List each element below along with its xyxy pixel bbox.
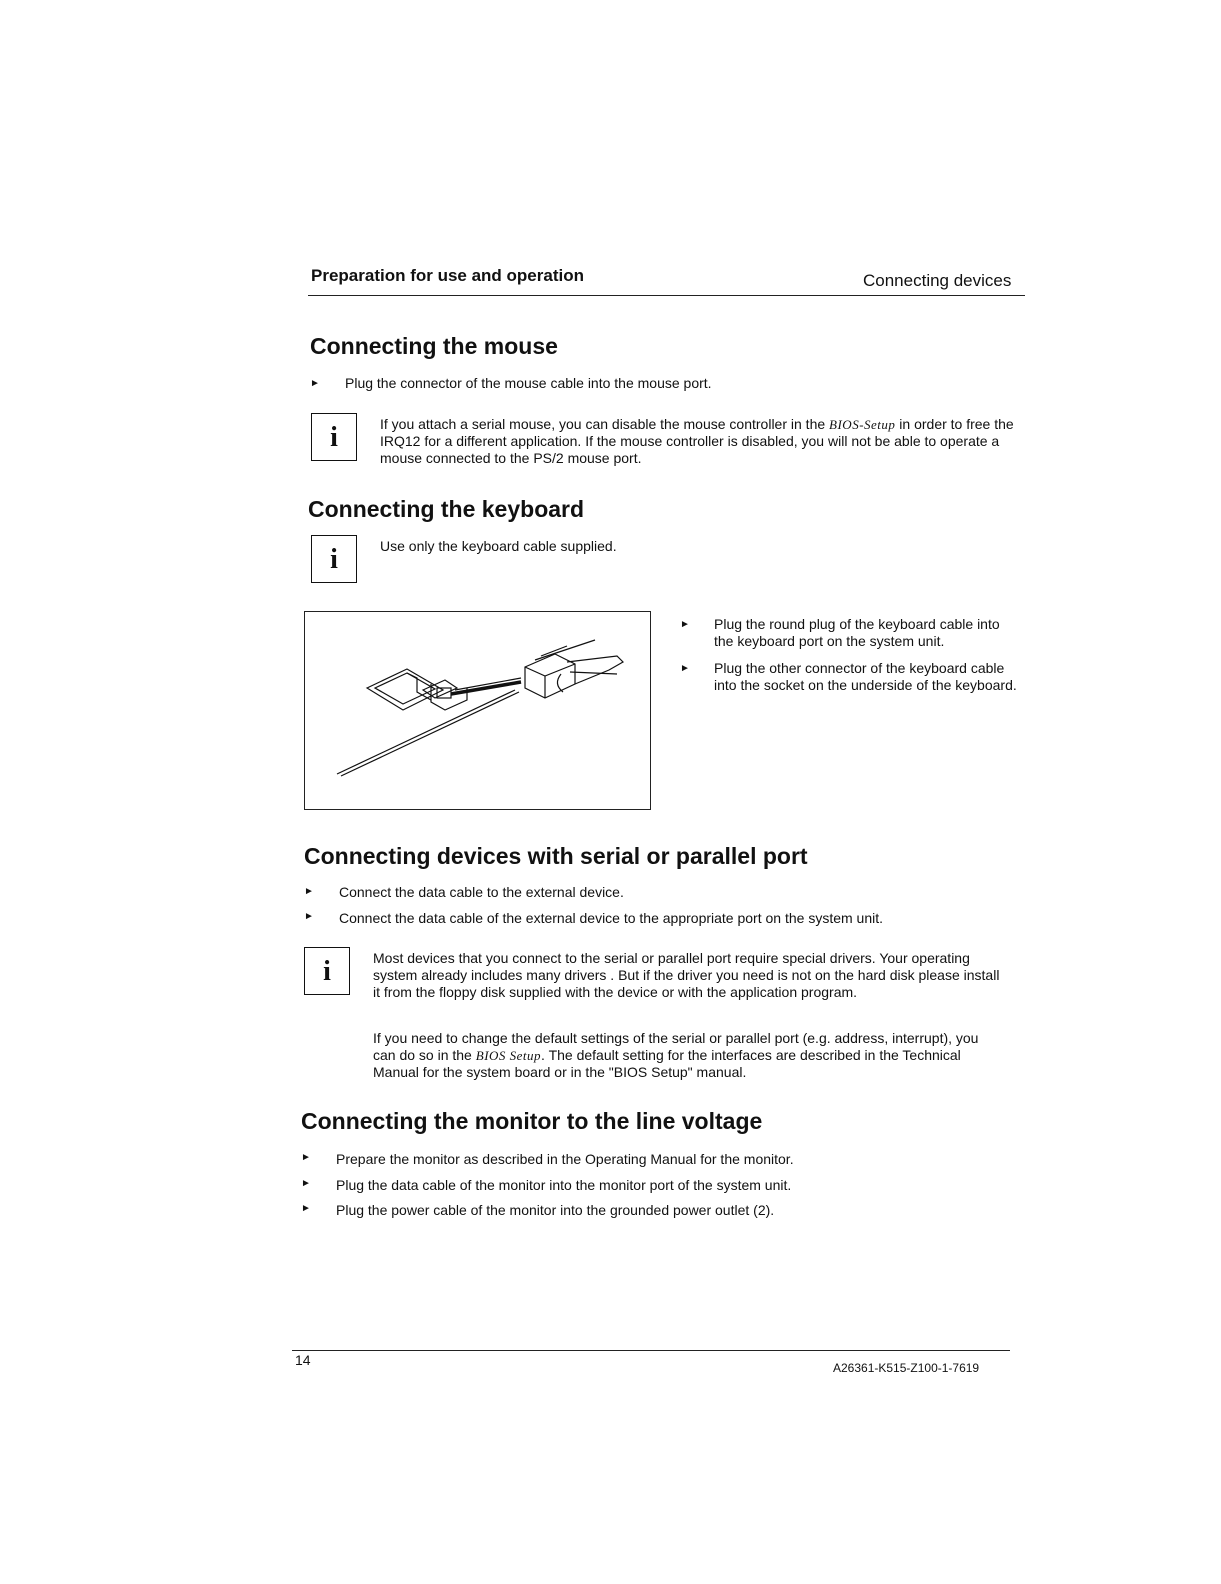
info-icon: i — [311, 535, 357, 583]
footer-rule — [292, 1350, 1010, 1351]
bullet-arrow-icon: ► — [680, 663, 690, 674]
info-icon: i — [311, 413, 357, 461]
heading-monitor-voltage: Connecting the monitor to the line voltage — [301, 1108, 763, 1134]
keyboard-plug-drawing — [305, 612, 652, 811]
bullet-arrow-icon: ► — [304, 886, 314, 897]
serial-step-2: Connect the data cable of the external device to the appropriate port on the system unit. — [339, 910, 884, 926]
header-rule — [308, 295, 1025, 296]
keyboard-note: Use only the keyboard cable supplied. — [380, 538, 617, 554]
bios-setup-term: BIOS Setup — [475, 1048, 542, 1063]
info-icon: i — [304, 947, 350, 995]
monitor-step-1: Prepare the monitor as described in the Operating Manual for the monitor. — [336, 1151, 794, 1167]
heading-connecting-keyboard: Connecting the keyboard — [308, 496, 585, 522]
serial-note-settings: If you need to change the default settings of the serial or parallel port (e.g. address, interrupt), you can do so in the BIOS Setup. The default setting for the interfaces are described in the Technical Manual for the system board or in the "BIOS Setup" manual. — [373, 1030, 979, 1080]
bullet-arrow-icon: ► — [301, 1203, 311, 1214]
running-header-topic: Connecting devices — [863, 271, 1012, 290]
page-number: 14 — [295, 1352, 311, 1368]
bullet-arrow-icon: ► — [304, 911, 314, 922]
heading-serial-parallel: Connecting devices with serial or parallel port — [304, 843, 808, 869]
bios-setup-term: BIOS-Setup — [829, 417, 896, 432]
keyboard-step-1: Plug the round plug of the keyboard cable into the keyboard port on the system unit. — [714, 616, 1000, 649]
document-code: A26361-K515-Z100-1-7619 — [833, 1361, 980, 1375]
bullet-arrow-icon: ► — [301, 1178, 311, 1189]
keyboard-cable-illustration — [304, 611, 651, 810]
monitor-step-3: Plug the power cable of the monitor into the grounded power outlet (2). — [336, 1202, 775, 1218]
running-header-section: Preparation for use and operation — [311, 266, 584, 285]
bullet-arrow-icon: ► — [301, 1152, 311, 1163]
mouse-note: If you attach a serial mouse, you can disable the mouse controller in the BIOS-Setup in order to free the IRQ12 for a different application. If the mouse controller is disabled, you will not be able to operate a mouse connected to the PS/2 mouse port. — [380, 416, 1014, 466]
mouse-step-1: Plug the connector of the mouse cable into the mouse port. — [345, 375, 712, 391]
heading-connecting-mouse: Connecting the mouse — [310, 333, 558, 359]
bullet-arrow-icon: ► — [310, 378, 320, 389]
serial-note-drivers: Most devices that you connect to the serial or parallel port require special drivers. Your operating system already includes many drivers . But if the driver you need is not on the hard disk please install it from the floppy disk supplied with the device or with the application program. — [373, 950, 1000, 1000]
bullet-arrow-icon: ► — [680, 619, 690, 630]
monitor-step-2: Plug the data cable of the monitor into the monitor port of the system unit. — [336, 1177, 792, 1193]
serial-step-1: Connect the data cable to the external device. — [339, 884, 624, 900]
keyboard-step-2: Plug the other connector of the keyboard cable into the socket on the underside of the keyboard. — [714, 660, 1017, 693]
